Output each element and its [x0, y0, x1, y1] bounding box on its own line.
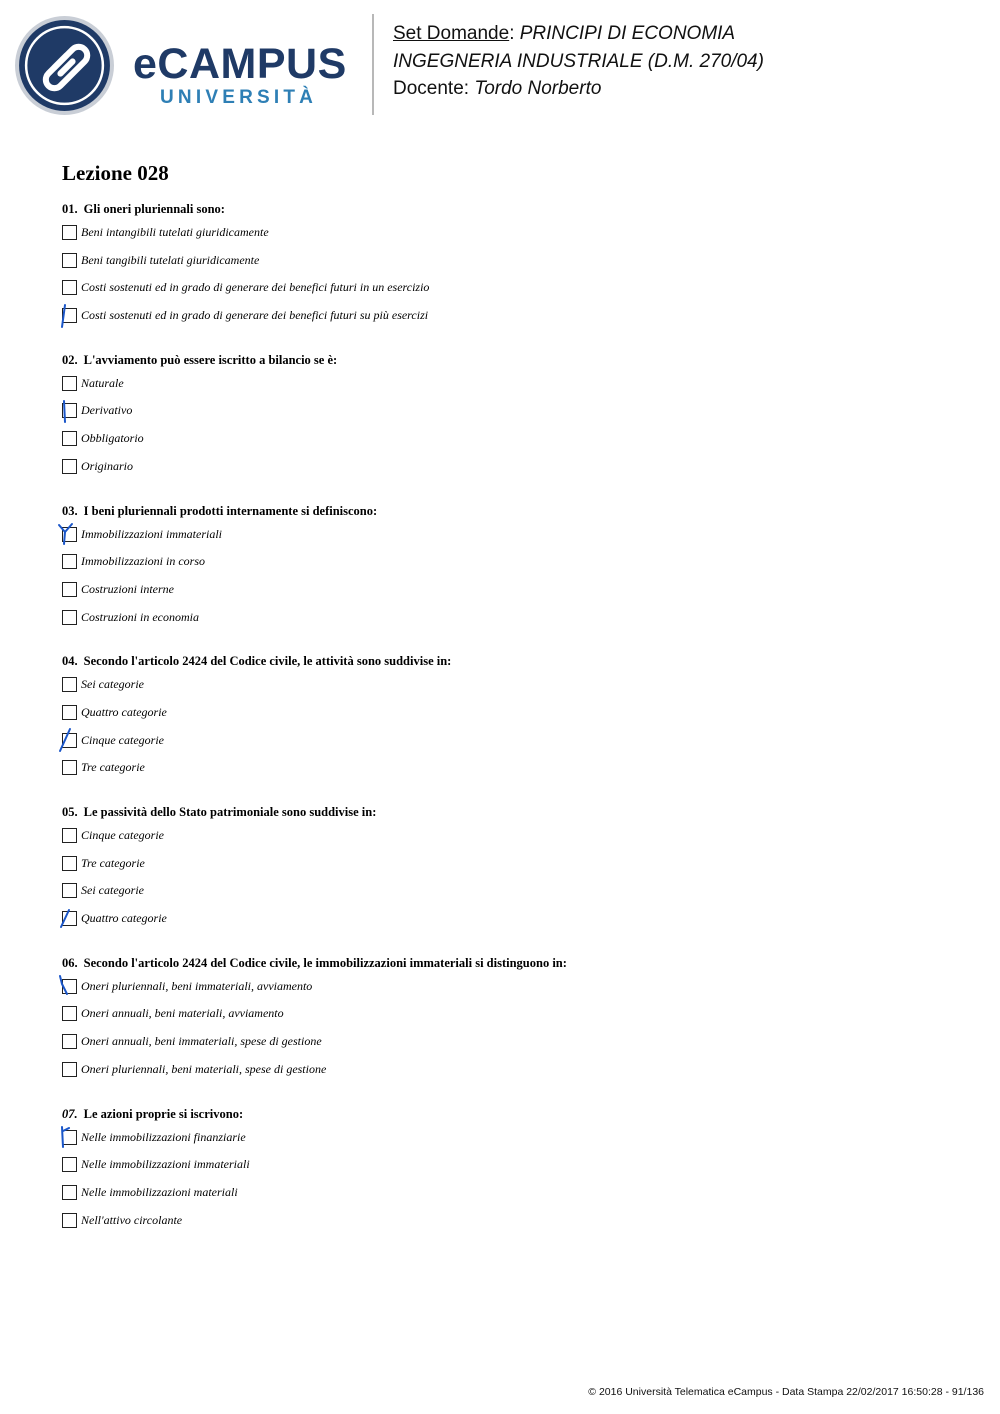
answer-label: Sei categorie	[81, 883, 144, 898]
answer-option[interactable]	[62, 1156, 962, 1184]
answer-checkbox[interactable]	[62, 677, 77, 692]
question-number: 05.	[62, 805, 78, 819]
answer-label: Oneri annuali, beni materiali, avviamento	[81, 1006, 284, 1021]
question-number: 06.	[62, 955, 78, 970]
answer-label: Sei categorie	[81, 677, 144, 692]
question-prompt: Secondo l'articolo 2424 del Codice civile, le immobilizzazioni immateriali si distinguono in:	[83, 955, 567, 970]
set-label: Set Domande	[393, 23, 510, 44]
answer-label: Beni tangibili tutelati giuridicamente	[81, 252, 260, 267]
answer-label: Quattro categorie	[81, 704, 167, 719]
teacher-name: Tordo Norberto	[474, 78, 602, 99]
answer-label: Tre categorie	[81, 760, 145, 775]
pen-checkmark-icon	[56, 1125, 80, 1149]
answer-option[interactable]	[62, 526, 962, 554]
answer-option[interactable]	[62, 910, 962, 938]
answer-label: Quattro categorie	[81, 911, 167, 926]
answer-label: Nell'attivo circolante	[81, 1212, 183, 1227]
answer-label: Costi sostenuti ed in grado di generare dei benefici futuri in un esercizio	[81, 280, 430, 295]
answer-label: Originario	[81, 458, 134, 473]
question-text	[62, 503, 962, 520]
course-title-line2: INGEGNERIA INDUSTRIALE (D.M. 270/04)	[393, 50, 764, 72]
answer-checkbox[interactable]	[62, 705, 77, 720]
question-number: 02.	[62, 352, 78, 367]
answer-label: Tre categorie	[81, 855, 145, 870]
answer-checkbox[interactable]	[62, 554, 77, 569]
answer-label: Derivativo	[81, 403, 133, 418]
question-4	[62, 653, 962, 787]
answer-option[interactable]	[62, 307, 962, 335]
question-text	[62, 1106, 962, 1123]
answer-option[interactable]	[62, 882, 962, 910]
question-list	[62, 201, 962, 1256]
question-text	[62, 955, 962, 972]
answer-option[interactable]	[62, 978, 962, 1006]
question-prompt: Secondo l'articolo 2424 del Codice civile, le attività sono suddivise in:	[83, 654, 452, 669]
logo-wordmark: eCAMPUS	[133, 40, 347, 88]
header-divider	[372, 14, 374, 115]
course-info	[393, 20, 764, 103]
question-text	[62, 352, 962, 369]
answer-checkbox[interactable]	[62, 1034, 77, 1049]
answer-option[interactable]	[62, 1061, 962, 1089]
question-text	[62, 201, 962, 218]
answer-label: Immobilizzazioni in corso	[81, 554, 206, 569]
answer-label: Cinque categorie	[81, 732, 164, 747]
set-separator: :	[509, 23, 515, 44]
answer-checkbox[interactable]	[62, 883, 77, 898]
question-7	[62, 1106, 962, 1240]
answer-checkbox[interactable]	[62, 856, 77, 871]
answer-label: Beni intangibili tutelati giuridicamente	[81, 225, 269, 239]
answer-option[interactable]	[62, 224, 962, 252]
question-prompt: Gli oneri pluriennali sono:	[83, 202, 225, 216]
question-number: 01.	[62, 202, 78, 216]
pen-checkmark-icon	[56, 398, 80, 422]
page-footer: © 2016 Università Telematica eCampus - Data Stampa 22/02/2017 16:50:28 - 91/136	[588, 1386, 984, 1398]
question-2	[62, 352, 962, 486]
pen-checkmark-icon	[56, 974, 80, 998]
answer-option[interactable]	[62, 759, 962, 787]
answer-option[interactable]	[62, 1212, 962, 1240]
pen-checkmark-icon	[56, 522, 80, 546]
answer-label: Immobilizzazioni immateriali	[81, 526, 223, 541]
answer-label: Cinque categorie	[81, 828, 164, 842]
logo-subtitle: UNIVERSITÀ	[160, 87, 318, 108]
answer-label: Nelle immobilizzazioni materiali	[81, 1184, 238, 1199]
question-3	[62, 503, 962, 637]
answer-checkbox[interactable]	[62, 1006, 77, 1021]
answer-option[interactable]	[62, 676, 962, 704]
question-text	[62, 653, 962, 670]
page-header	[0, 0, 1000, 130]
answer-label: Oneri pluriennali, beni materiali, spese di gestione	[81, 1061, 327, 1076]
question-5	[62, 804, 962, 938]
answer-label: Naturale	[81, 375, 124, 390]
answer-option[interactable]	[62, 732, 962, 760]
teacher-label: Docente:	[393, 78, 470, 99]
answer-option[interactable]	[62, 375, 962, 403]
answer-option[interactable]	[62, 704, 962, 732]
answer-label: Costruzioni in economia	[81, 609, 200, 624]
ecampus-emblem-icon	[14, 15, 115, 116]
question-number: 04.	[62, 654, 78, 669]
answer-checkbox[interactable]	[62, 1185, 77, 1200]
answer-checkbox[interactable]	[62, 253, 77, 268]
answer-checkbox[interactable]	[62, 459, 77, 474]
answer-label: Costi sostenuti ed in grado di generare dei benefici futuri su più esercizi	[81, 308, 429, 323]
answer-option[interactable]	[62, 458, 962, 486]
answer-checkbox[interactable]	[62, 1157, 77, 1172]
answer-checkbox[interactable]	[62, 1213, 77, 1228]
question-6	[62, 955, 962, 1089]
question-number: 03.	[62, 503, 78, 518]
answer-option[interactable]	[62, 252, 962, 280]
answer-checkbox[interactable]	[62, 1062, 77, 1077]
answer-label: Nelle immobilizzazioni immateriali	[81, 1157, 250, 1172]
answer-option[interactable]	[62, 1129, 962, 1157]
answer-label: Nelle immobilizzazioni finanziarie	[81, 1129, 246, 1144]
answer-label: Costruzioni interne	[81, 581, 175, 596]
question-1	[62, 201, 962, 335]
lesson-title: Lezione 028	[62, 161, 169, 185]
answer-label: Oneri pluriennali, beni immateriali, avviamento	[81, 978, 313, 993]
answer-option[interactable]	[62, 609, 962, 637]
question-prompt: Le passività dello Stato patrimoniale sono suddivise in:	[83, 805, 377, 819]
question-prompt: L'avviamento può essere iscritto a bilancio se è:	[83, 352, 338, 367]
answer-label: Obbligatorio	[81, 431, 144, 446]
pen-checkmark-icon	[56, 303, 80, 327]
answer-option[interactable]	[62, 553, 962, 581]
course-title-line1: PRINCIPI DI ECONOMIA	[519, 23, 736, 44]
answer-option[interactable]	[62, 855, 962, 883]
answer-label: Oneri annuali, beni immateriali, spese di gestione	[81, 1034, 322, 1049]
answer-checkbox[interactable]	[62, 760, 77, 775]
answer-checkbox[interactable]	[62, 431, 77, 446]
answer-option[interactable]	[62, 402, 962, 430]
answer-option[interactable]	[62, 581, 962, 609]
answer-option[interactable]	[62, 279, 962, 307]
answer-checkbox[interactable]	[62, 610, 77, 625]
answer-option[interactable]	[62, 1184, 962, 1212]
pen-checkmark-icon	[56, 728, 80, 752]
answer-option[interactable]	[62, 1033, 962, 1061]
pen-checkmark-icon	[56, 906, 80, 930]
answer-checkbox[interactable]	[62, 376, 77, 391]
answer-checkbox[interactable]	[62, 828, 77, 843]
question-number: 07.	[62, 1106, 78, 1121]
answer-option[interactable]	[62, 827, 962, 855]
question-prompt: Le azioni proprie si iscrivono:	[83, 1106, 244, 1121]
question-text	[62, 804, 962, 821]
answer-checkbox[interactable]	[62, 280, 77, 295]
answer-checkbox[interactable]	[62, 225, 77, 240]
answer-option[interactable]	[62, 430, 962, 458]
answer-option[interactable]	[62, 1005, 962, 1033]
answer-checkbox[interactable]	[62, 582, 77, 597]
question-prompt: I beni pluriennali prodotti internamente si definiscono:	[83, 503, 378, 518]
